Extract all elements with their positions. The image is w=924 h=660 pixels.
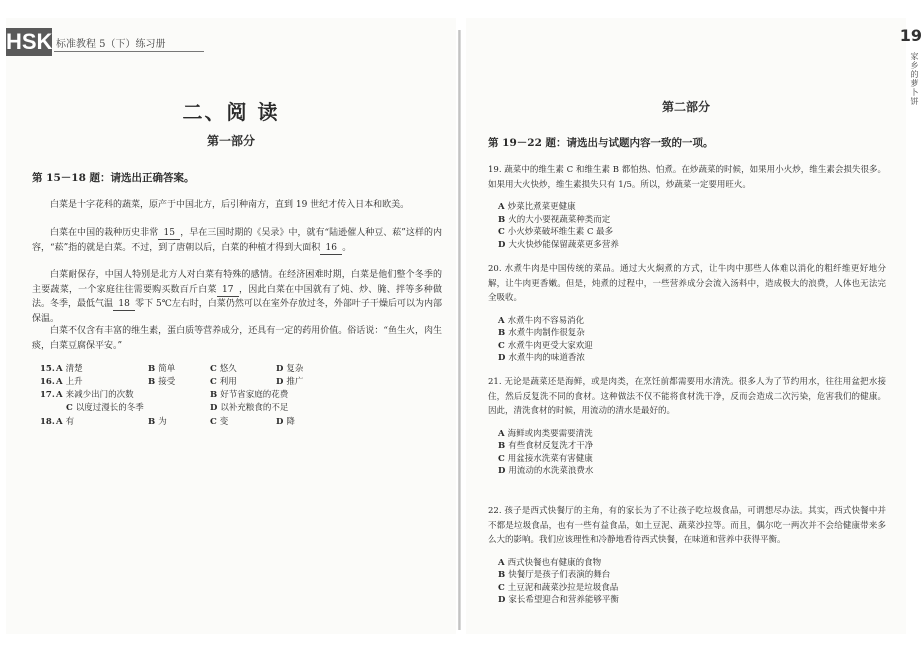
option-a[interactable]: A 西式快餐也有健康的食物 bbox=[498, 557, 602, 568]
question-number: 22. bbox=[488, 506, 502, 516]
question-15 bbox=[40, 363, 340, 375]
paragraph-text: 。 bbox=[342, 242, 352, 253]
chapter-number: 19 bbox=[899, 26, 922, 45]
option-c[interactable]: C 利用 bbox=[210, 377, 237, 387]
option-a[interactable]: A 上升 bbox=[56, 377, 83, 387]
option-a[interactable]: A 清楚 bbox=[56, 364, 83, 374]
section-title: 二、阅 读 bbox=[182, 100, 280, 124]
question-text bbox=[488, 375, 886, 419]
blank-17: 17 bbox=[217, 285, 239, 297]
option-b[interactable]: B 简单 bbox=[148, 364, 176, 374]
option-d[interactable]: D 水煮牛肉的味道香浓 bbox=[498, 353, 585, 363]
question-number: 15. bbox=[40, 364, 55, 374]
question-number: 16. bbox=[40, 377, 55, 387]
option-c[interactable]: C 变 bbox=[210, 417, 229, 427]
paragraph-text: 零下 5℃左右时，白菜仍然可以在室外存放过冬，外部叶子干燥后可以为内部保温。 bbox=[32, 299, 442, 324]
option-a[interactable]: A 有 bbox=[56, 417, 75, 427]
option-b[interactable]: B 水煮牛肉制作很复杂 bbox=[498, 328, 585, 338]
option-b[interactable]: B 快餐厅是孩子们表演的舞台 bbox=[498, 570, 611, 580]
option-d[interactable]: D 以补充粮食的不足 bbox=[210, 403, 289, 413]
blank-18: 18 bbox=[113, 299, 135, 311]
book-spine bbox=[458, 30, 461, 630]
option-a[interactable]: A 炒菜比煮菜更健康 bbox=[498, 202, 576, 212]
paragraph-text: ，因此白菜在中国就有了炖、炒、腌、拌等多种做法。冬季，最低气温 bbox=[32, 284, 442, 309]
option-a[interactable]: A 水煮牛肉不容易消化 bbox=[498, 315, 585, 326]
question-body: 蔬菜中的维生素 C 和维生素 B 都怕热、怕煮。在炒蔬菜的时候，如果用小火炒，维生素会损失很多。如果用大火快炒，维生素损失只有 1/5。所以，炒蔬菜一定要用旺火。 bbox=[488, 165, 887, 190]
option-c[interactable]: C 用盆接水洗菜有害健康 bbox=[498, 453, 593, 464]
question-body: 无论是蔬菜还是海鲜，或是肉类，在烹饪前都需要用水清洗。很多人为了节约用水，往往用盆把水接住，然后反复洗不同的食材。这种做法不仅不能将食材洗干净，反而会造成二次污染，危害我们的健康。因此，清洗食材的时候，用流动的清水是最好的。 bbox=[488, 377, 887, 416]
question-text bbox=[488, 163, 886, 192]
left-page bbox=[6, 18, 456, 634]
option-c[interactable]: C 水煮牛肉更受大家欢迎 bbox=[498, 340, 593, 351]
right-page bbox=[466, 18, 906, 634]
option-list bbox=[488, 428, 886, 478]
option-d[interactable]: D 大火快炒能保留蔬菜更多营养 bbox=[498, 239, 619, 250]
option-b[interactable]: B 为 bbox=[148, 417, 167, 427]
question-number: 20. bbox=[488, 264, 502, 274]
part-title-right: 第二部分 bbox=[661, 100, 710, 114]
option-d[interactable]: D 用流动的水洗菜浪费水 bbox=[498, 466, 594, 476]
option-c[interactable]: C 悠久 bbox=[210, 364, 237, 374]
paragraph-text: ，早在三国时期的《吴录》中，就有“陆逊催人种豆、菘”这样的内容，“菘”指的就是白菜。不过，到了唐朝以后，白菜的种植才得到大面积 bbox=[32, 228, 442, 253]
option-a[interactable]: A 海鲜或肉类要需要清洗 bbox=[498, 428, 593, 439]
passage-paragraph-2 bbox=[32, 226, 442, 255]
hsk-logo-badge: HSK bbox=[6, 29, 53, 54]
paragraph-text: 白菜耐保存，中国人特别是北方人对白菜有特殊的感情。在经济困难时期，白菜是他们整个冬季的主要蔬菜，一个家庭往往需要购买数百斤白菜 bbox=[32, 270, 442, 295]
passage-paragraph-4 bbox=[32, 324, 442, 353]
question-number: 18. bbox=[40, 417, 55, 427]
question-body: 孩子是西式快餐厅的主角，有的家长为了不让孩子吃垃圾食品，可谓想尽办法。其实，西式快餐中并不都是垃圾食品，也有一些有益食品，如土豆泥、蔬菜沙拉等。而且，偶尔吃一两次并不会给健康带来多么大的影响。我们应该理性和冷静地看待西式快餐，在味道和营养中获得平衡。 bbox=[488, 506, 887, 545]
question-text bbox=[488, 504, 886, 548]
question-number: 21. bbox=[488, 377, 502, 387]
option-list bbox=[488, 557, 886, 607]
option-b[interactable]: B 有些食材反复洗才干净 bbox=[498, 441, 594, 451]
option-a[interactable]: A 来减少出门的次数 bbox=[56, 390, 134, 400]
option-d[interactable]: D 复杂 bbox=[276, 364, 304, 374]
question-17 bbox=[40, 389, 340, 415]
option-c[interactable]: C 小火炒菜破坏维生素 C 最多 bbox=[498, 227, 614, 237]
option-d[interactable]: D 家长希望迎合和营养能够平衡 bbox=[498, 595, 619, 605]
option-d[interactable]: D 降 bbox=[276, 417, 295, 427]
paragraph-text: 白菜不仅含有丰富的维生素，蛋白质等营养成分，还具有一定的药用价值。俗话说：“鱼生火，肉生痰，白菜豆腐保平安。” bbox=[32, 326, 442, 351]
header-divider bbox=[54, 51, 204, 52]
chapter-side-title: 家乡的萝卜饼 bbox=[910, 52, 919, 106]
blank-15: 15 bbox=[158, 228, 180, 240]
question-21 bbox=[488, 375, 886, 478]
passage-paragraph-3 bbox=[32, 268, 442, 326]
option-c[interactable]: C 土豆泥和蔬菜沙拉是垃圾食品 bbox=[498, 582, 619, 593]
option-list bbox=[488, 201, 886, 251]
paragraph-text: 白菜是十字花科的蔬菜，原产于中国北方，后引种南方，直到 19 世纪才传入日本和欧美。 bbox=[50, 200, 410, 210]
question-20 bbox=[488, 262, 886, 365]
question-16 bbox=[40, 376, 340, 388]
question-22 bbox=[488, 504, 886, 607]
option-list bbox=[488, 315, 886, 365]
instruction-left: 第 15－18 题：请选出正确答案。 bbox=[32, 172, 195, 184]
book-title: 标准教程 5（下）练习册 bbox=[56, 39, 166, 50]
option-c[interactable]: C 以度过漫长的冬季 bbox=[66, 403, 144, 413]
question-18 bbox=[40, 416, 340, 428]
option-b[interactable]: B 火的大小要视蔬菜种类而定 bbox=[498, 214, 611, 225]
paragraph-text: 白菜在中国的栽种历史非常 bbox=[50, 228, 159, 238]
question-number: 17. bbox=[40, 390, 55, 400]
question-19 bbox=[488, 163, 886, 251]
option-d[interactable]: D 推广 bbox=[276, 377, 304, 387]
instruction-right: 第 19－22 题：请选出与试题内容一致的一项。 bbox=[488, 137, 714, 149]
question-body: 水煮牛肉是中国传统的菜品。通过大火焖煮的方式，让牛肉中那些人体难以消化的粗纤维更好地分解，让牛肉更香嫩。但是，炖煮的过程中，一些营养成分会流入汤料中，造成极大的浪费，人体也无法完全吸收。 bbox=[488, 264, 887, 303]
part-title-left: 第一部分 bbox=[206, 134, 255, 148]
option-b[interactable]: B 接受 bbox=[148, 377, 176, 387]
blank-16: 16 bbox=[320, 243, 342, 255]
option-b[interactable]: B 好节省家庭的花费 bbox=[210, 390, 289, 400]
question-text bbox=[488, 262, 886, 306]
passage-paragraph-1 bbox=[32, 198, 442, 213]
question-number: 19. bbox=[488, 165, 502, 175]
